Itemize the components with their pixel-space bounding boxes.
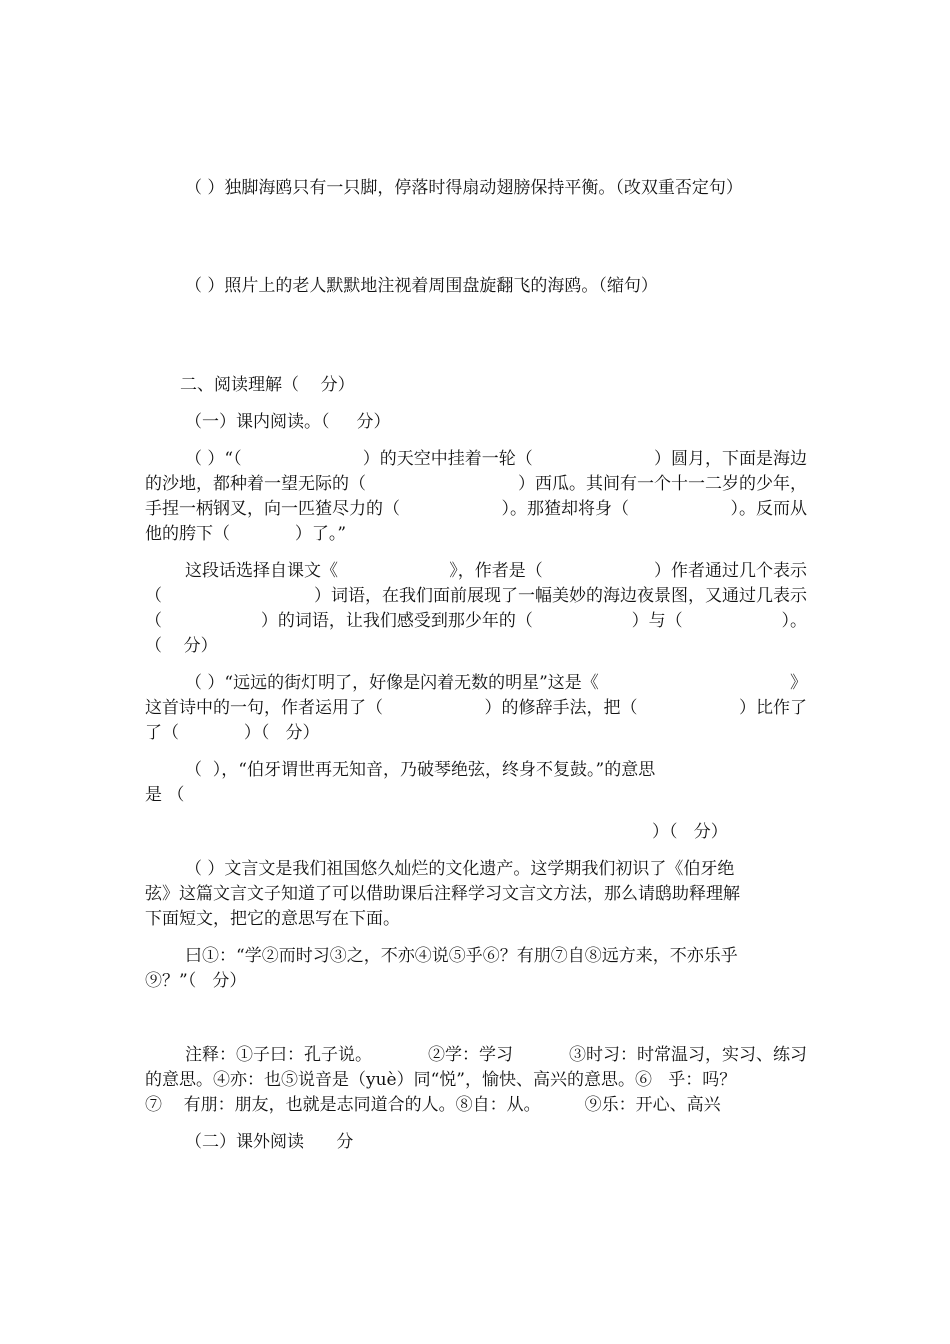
passage1-text: ）。那猹却将身（ [501, 499, 629, 519]
passage2-score: （ 分） [145, 636, 218, 656]
passage2-text: ）词语，在我们面前展现了一幅美妙的海边夜景图，又通过几表示 [314, 586, 807, 606]
passage2-text: ）的词语，让我们感受到那少年的（ [260, 611, 533, 631]
notes-text: ③时习：时常温习，实习、练习 [569, 1045, 807, 1065]
passage1-text: ）的天空中挂着一轮（ [362, 449, 533, 469]
passage1-text: 手捏一柄钢叉，向一匹猹尽力的（ [145, 499, 400, 519]
notes-line3 [145, 1093, 721, 1117]
passage1-line4: 他的胯下（ ）了。” [145, 524, 347, 544]
notes-text: 注释：①子曰：孔子说。 [185, 1045, 372, 1065]
passage3-text: ）的修辞手法，把（ [484, 698, 638, 718]
passage1-text: （ ）“（ [185, 449, 242, 469]
passage2-line1 [185, 559, 807, 583]
section-title-reading: 二、阅读理解（ 分） [180, 375, 355, 395]
passage2-text: 》，作者是（ [449, 561, 543, 581]
passage2-text: （ [145, 611, 162, 631]
passage2-text: 这段话选择自课文《 [185, 561, 338, 581]
passage1-text: ）。反而从 [730, 499, 807, 519]
passage2-text: ）。 [781, 611, 807, 631]
passage4-line2: 是 （ [145, 785, 185, 805]
passage1-text: ）西瓜。其间有一个十一二岁的少年， [518, 474, 807, 494]
notes-text: ⑦ 有朋：朋友，也就是志同道合的人。⑧自：从。 [145, 1095, 541, 1115]
passage3-text: 》 [790, 673, 807, 693]
passage1-text: ）圆月，下面是海边 [653, 449, 807, 469]
passage3-line2 [145, 696, 807, 720]
passage1-line2 [145, 472, 807, 496]
passage2-text: ）与（ [631, 611, 683, 631]
passage2-text: （ [145, 586, 162, 606]
passage5-line3: 下面短文，把它的意思写在下面。 [145, 909, 400, 929]
passage5-line1: （ ）文言文是我们祖国悠久灿烂的文化遗产。这学期我们初识了《伯牙绝 [185, 859, 735, 879]
passage3-text: （ ）“远远的街灯明了，好像是闪着无数的明星”这是《 [185, 673, 599, 693]
subsection-title-in-class-reading: （一）课内阅读。（ 分） [185, 412, 391, 432]
passage1-line1 [185, 447, 807, 471]
question-shorten-sentence: （ ）照片上的老人默默地注视着周围盘旋翻飞的海鸥。（缩句） [185, 276, 658, 296]
passage2-line3 [145, 609, 807, 633]
classical-text-line2: ⑨？”（ 分） [145, 971, 247, 991]
passage2-text: ）作者通过几个表示 [654, 561, 807, 581]
subsection-title-extracurricular-reading: （二）课外阅读 分 [185, 1132, 354, 1152]
passage3-text: ）比作了 [739, 698, 807, 718]
passage3-text: 这首诗中的一句，作者运用了（ [145, 698, 383, 718]
passage5-line2: 弦》这篇文言文子知道了可以借助课后注释学习文言文方法，那么请鸱助释理解 [145, 884, 740, 904]
notes-line1 [185, 1043, 807, 1067]
classical-text-line1: 曰①：“学②而时习③之，不亦④说⑤乎⑥？有朋⑦自⑧远方来，不亦乐乎 [185, 946, 738, 966]
passage2-line2 [145, 584, 807, 608]
notes-text: ②学：学习 [428, 1045, 513, 1065]
notes-line2: 的意思。④亦：也⑤说音是（yuè）同“悦”，愉快、高兴的意思。⑥ 乎：吗？ [145, 1070, 737, 1090]
passage4-line3: ）（ 分） [652, 822, 728, 842]
passage4-line1: （ ），“伯牙谓世再无知音，乃破琴绝弦，终身不复鼓。”的意思 [185, 760, 656, 780]
passage1-line3 [145, 497, 807, 521]
question-rewrite-double-negative: （ ）独脚海鸥只有一只脚，停落时得扇动翅膀保持平衡。（改双重否定句） [185, 178, 743, 198]
passage3-line1 [185, 671, 807, 695]
passage1-text: 的沙地，都种着一望无际的（ [145, 474, 366, 494]
passage3-line3: 了（ ）（ 分） [145, 723, 320, 743]
notes-text: ⑨乐：开心、高兴 [584, 1095, 721, 1115]
